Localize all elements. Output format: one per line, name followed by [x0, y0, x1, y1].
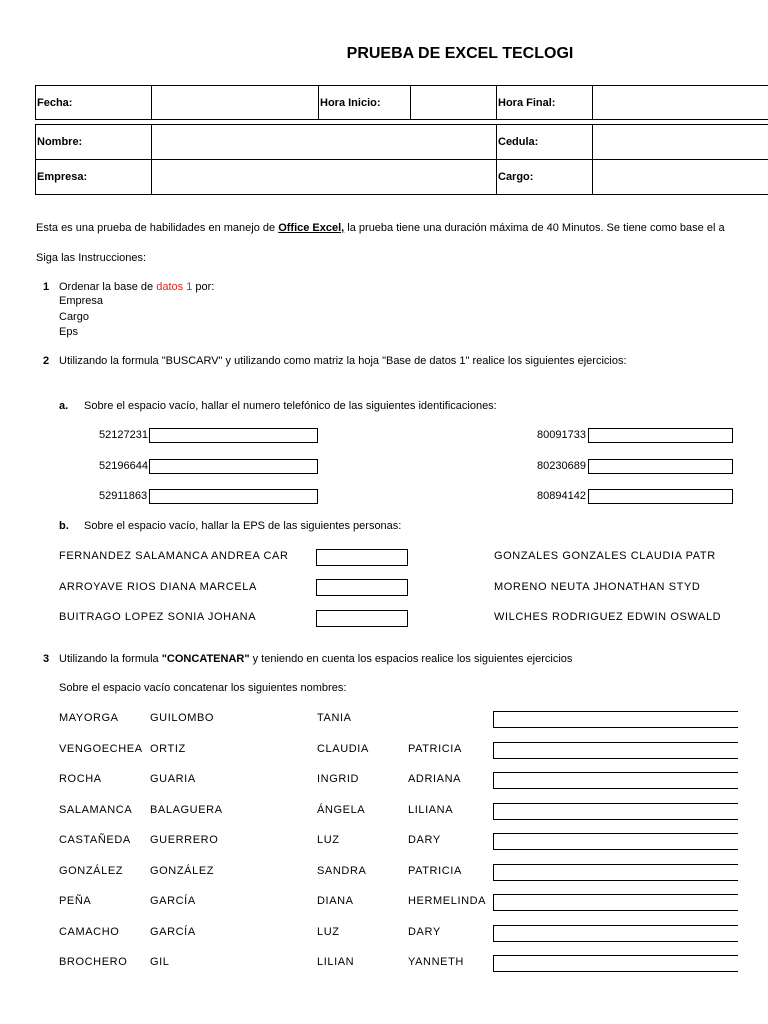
q1-text — [59, 281, 214, 293]
concat-name-part: GONZÁLEZ — [59, 865, 124, 877]
q2a-text: Sobre el espacio vacío, hallar el numero telefónico de las siguientes identificaciones: — [84, 400, 497, 412]
header-table-bottom — [35, 124, 768, 195]
concat-answer-box[interactable] — [493, 925, 738, 942]
person-left: FERNANDEZ SALAMANCA ANDREA CAR — [59, 550, 289, 562]
cargo-field[interactable] — [593, 160, 768, 195]
concat-name-part: PATRICIA — [408, 743, 462, 755]
q1-post: por: — [192, 281, 215, 293]
fecha-field[interactable] — [152, 86, 319, 120]
concat-name-part: GARCÍA — [150, 895, 196, 907]
concat-name-part: SANDRA — [317, 865, 367, 877]
hora-inicio-label: Hora Inicio: — [319, 86, 411, 120]
q3-pre: Utilizando la formula — [59, 653, 162, 665]
phone-answer-box[interactable] — [149, 489, 318, 504]
concat-name-part: ORTIZ — [150, 743, 186, 755]
q1-item: Cargo — [59, 311, 89, 323]
eps-answer-box[interactable] — [316, 549, 408, 566]
eps-answer-box[interactable] — [316, 579, 408, 596]
concat-answer-box[interactable] — [493, 864, 738, 881]
concat-name-part: GONZÁLEZ — [150, 865, 215, 877]
concat-name-part: PEÑA — [59, 895, 92, 907]
concat-name-part: BROCHERO — [59, 956, 128, 968]
concat-name-part: PATRICIA — [408, 865, 462, 877]
id-right: 80230689 — [537, 460, 586, 472]
id-right: 80091733 — [537, 429, 586, 441]
instructions-heading: Siga las Instrucciones: — [36, 252, 147, 264]
concat-name-part: GUILOMBO — [150, 712, 215, 724]
phone-answer-box[interactable] — [149, 428, 318, 443]
q2-text: Utilizando la formula "BUSCARV" y utilizando como matriz la hoja "Base de datos 1" realice los siguientes ejercicios: — [59, 355, 627, 367]
q3-number: 3 — [43, 653, 50, 665]
nombre-field[interactable] — [152, 125, 497, 160]
cargo-label: Cargo: — [497, 160, 593, 195]
hora-final-label: Hora Final: — [497, 86, 593, 120]
q1-datos-link: datos 1 — [156, 281, 193, 293]
concat-name-part: GUARIA — [150, 773, 196, 785]
phone-answer-box[interactable] — [588, 459, 733, 474]
concat-name-part: MAYORGA — [59, 712, 119, 724]
concat-name-part: ROCHA — [59, 773, 102, 785]
concat-name-part: SALAMANCA — [59, 804, 133, 816]
q3-text — [59, 653, 572, 665]
concat-name-part: DARY — [408, 834, 441, 846]
concat-name-part: DARY — [408, 926, 441, 938]
concat-name-part: HERMELINDA — [408, 895, 487, 907]
concat-name-part: TANIA — [317, 712, 352, 724]
q3-concatenar: "CONCATENAR" — [161, 653, 250, 665]
concat-name-part: LILIANA — [408, 804, 454, 816]
hora-final-field[interactable] — [593, 86, 768, 120]
fecha-label: Fecha: — [36, 86, 152, 120]
q1-number: 1 — [43, 281, 50, 293]
header-table-top — [35, 85, 768, 120]
concat-answer-box[interactable] — [493, 833, 738, 850]
concat-answer-box[interactable] — [493, 955, 738, 972]
q3-post: y teniendo en cuenta los espacios realice los siguientes ejercicios — [249, 653, 573, 665]
concat-name-part: INGRID — [317, 773, 360, 785]
q1-item: Eps — [59, 326, 78, 338]
cedula-label: Cedula: — [497, 125, 593, 160]
concat-name-part: ADRIANA — [408, 773, 462, 785]
concat-answer-box[interactable] — [493, 742, 738, 759]
concat-answer-box[interactable] — [493, 803, 738, 820]
concat-name-part: LILIAN — [317, 956, 355, 968]
concat-name-part: BALAGUERA — [150, 804, 223, 816]
intro-pre: Esta es una prueba de habilidades en manejo de — [36, 222, 279, 234]
empresa-field[interactable] — [152, 160, 497, 195]
phone-answer-box[interactable] — [149, 459, 318, 474]
concat-name-part: LUZ — [317, 834, 340, 846]
id-left: 52196644 — [99, 460, 148, 472]
eps-answer-box[interactable] — [316, 610, 408, 627]
page-title: PRUEBA DE EXCEL TECLOGI — [346, 45, 574, 62]
concat-name-part: GUERRERO — [150, 834, 219, 846]
q2b-label: b. — [59, 520, 69, 532]
q3-sub: Sobre el espacio vacío concatenar los siguientes nombres: — [59, 682, 347, 694]
concat-answer-box[interactable] — [493, 711, 738, 728]
person-left: BUITRAGO LOPEZ SONIA JOHANA — [59, 611, 257, 623]
person-right: MORENO NEUTA JHONATHAN STYD — [494, 581, 701, 593]
concat-name-part: CLAUDIA — [317, 743, 369, 755]
concat-answer-box[interactable] — [493, 894, 738, 911]
concat-name-part: LUZ — [317, 926, 340, 938]
phone-answer-box[interactable] — [588, 489, 733, 504]
intro-text — [36, 222, 725, 234]
empresa-label: Empresa: — [36, 160, 152, 195]
q1-item: Empresa — [59, 295, 104, 307]
concat-name-part: ÁNGELA — [317, 804, 366, 816]
person-left: ARROYAVE RIOS DIANA MARCELA — [59, 581, 257, 593]
cedula-field[interactable] — [593, 125, 768, 160]
concat-name-part: YANNETH — [408, 956, 464, 968]
intro-office-excel: Office Excel, — [278, 222, 345, 234]
q2a-label: a. — [59, 400, 69, 412]
concat-name-part: GARCÍA — [150, 926, 196, 938]
concat-name-part: VENGOECHEA — [59, 743, 143, 755]
person-right: GONZALES GONZALES CLAUDIA PATR — [494, 550, 716, 562]
id-right: 80894142 — [537, 490, 586, 502]
q2-number: 2 — [43, 355, 50, 367]
hora-inicio-field[interactable] — [411, 86, 497, 120]
person-right: WILCHES RODRIGUEZ EDWIN OSWALD — [494, 611, 722, 623]
concat-answer-box[interactable] — [493, 772, 738, 789]
nombre-label: Nombre: — [36, 125, 152, 160]
q1-pre: Ordenar la base de — [59, 281, 157, 293]
concat-name-part: GIL — [150, 956, 170, 968]
concat-name-part: CASTAÑEDA — [59, 834, 131, 846]
intro-post: la prueba tiene una duración máxima de 40 Minutos. Se tiene como base el a — [344, 222, 725, 234]
id-left: 52127231 — [99, 429, 148, 441]
id-left: 52911863 — [99, 490, 148, 502]
phone-answer-box[interactable] — [588, 428, 733, 443]
q2b-text: Sobre el espacio vacío, hallar la EPS de las siguientes personas: — [84, 520, 402, 532]
concat-name-part: DIANA — [317, 895, 354, 907]
concat-name-part: CAMACHO — [59, 926, 120, 938]
